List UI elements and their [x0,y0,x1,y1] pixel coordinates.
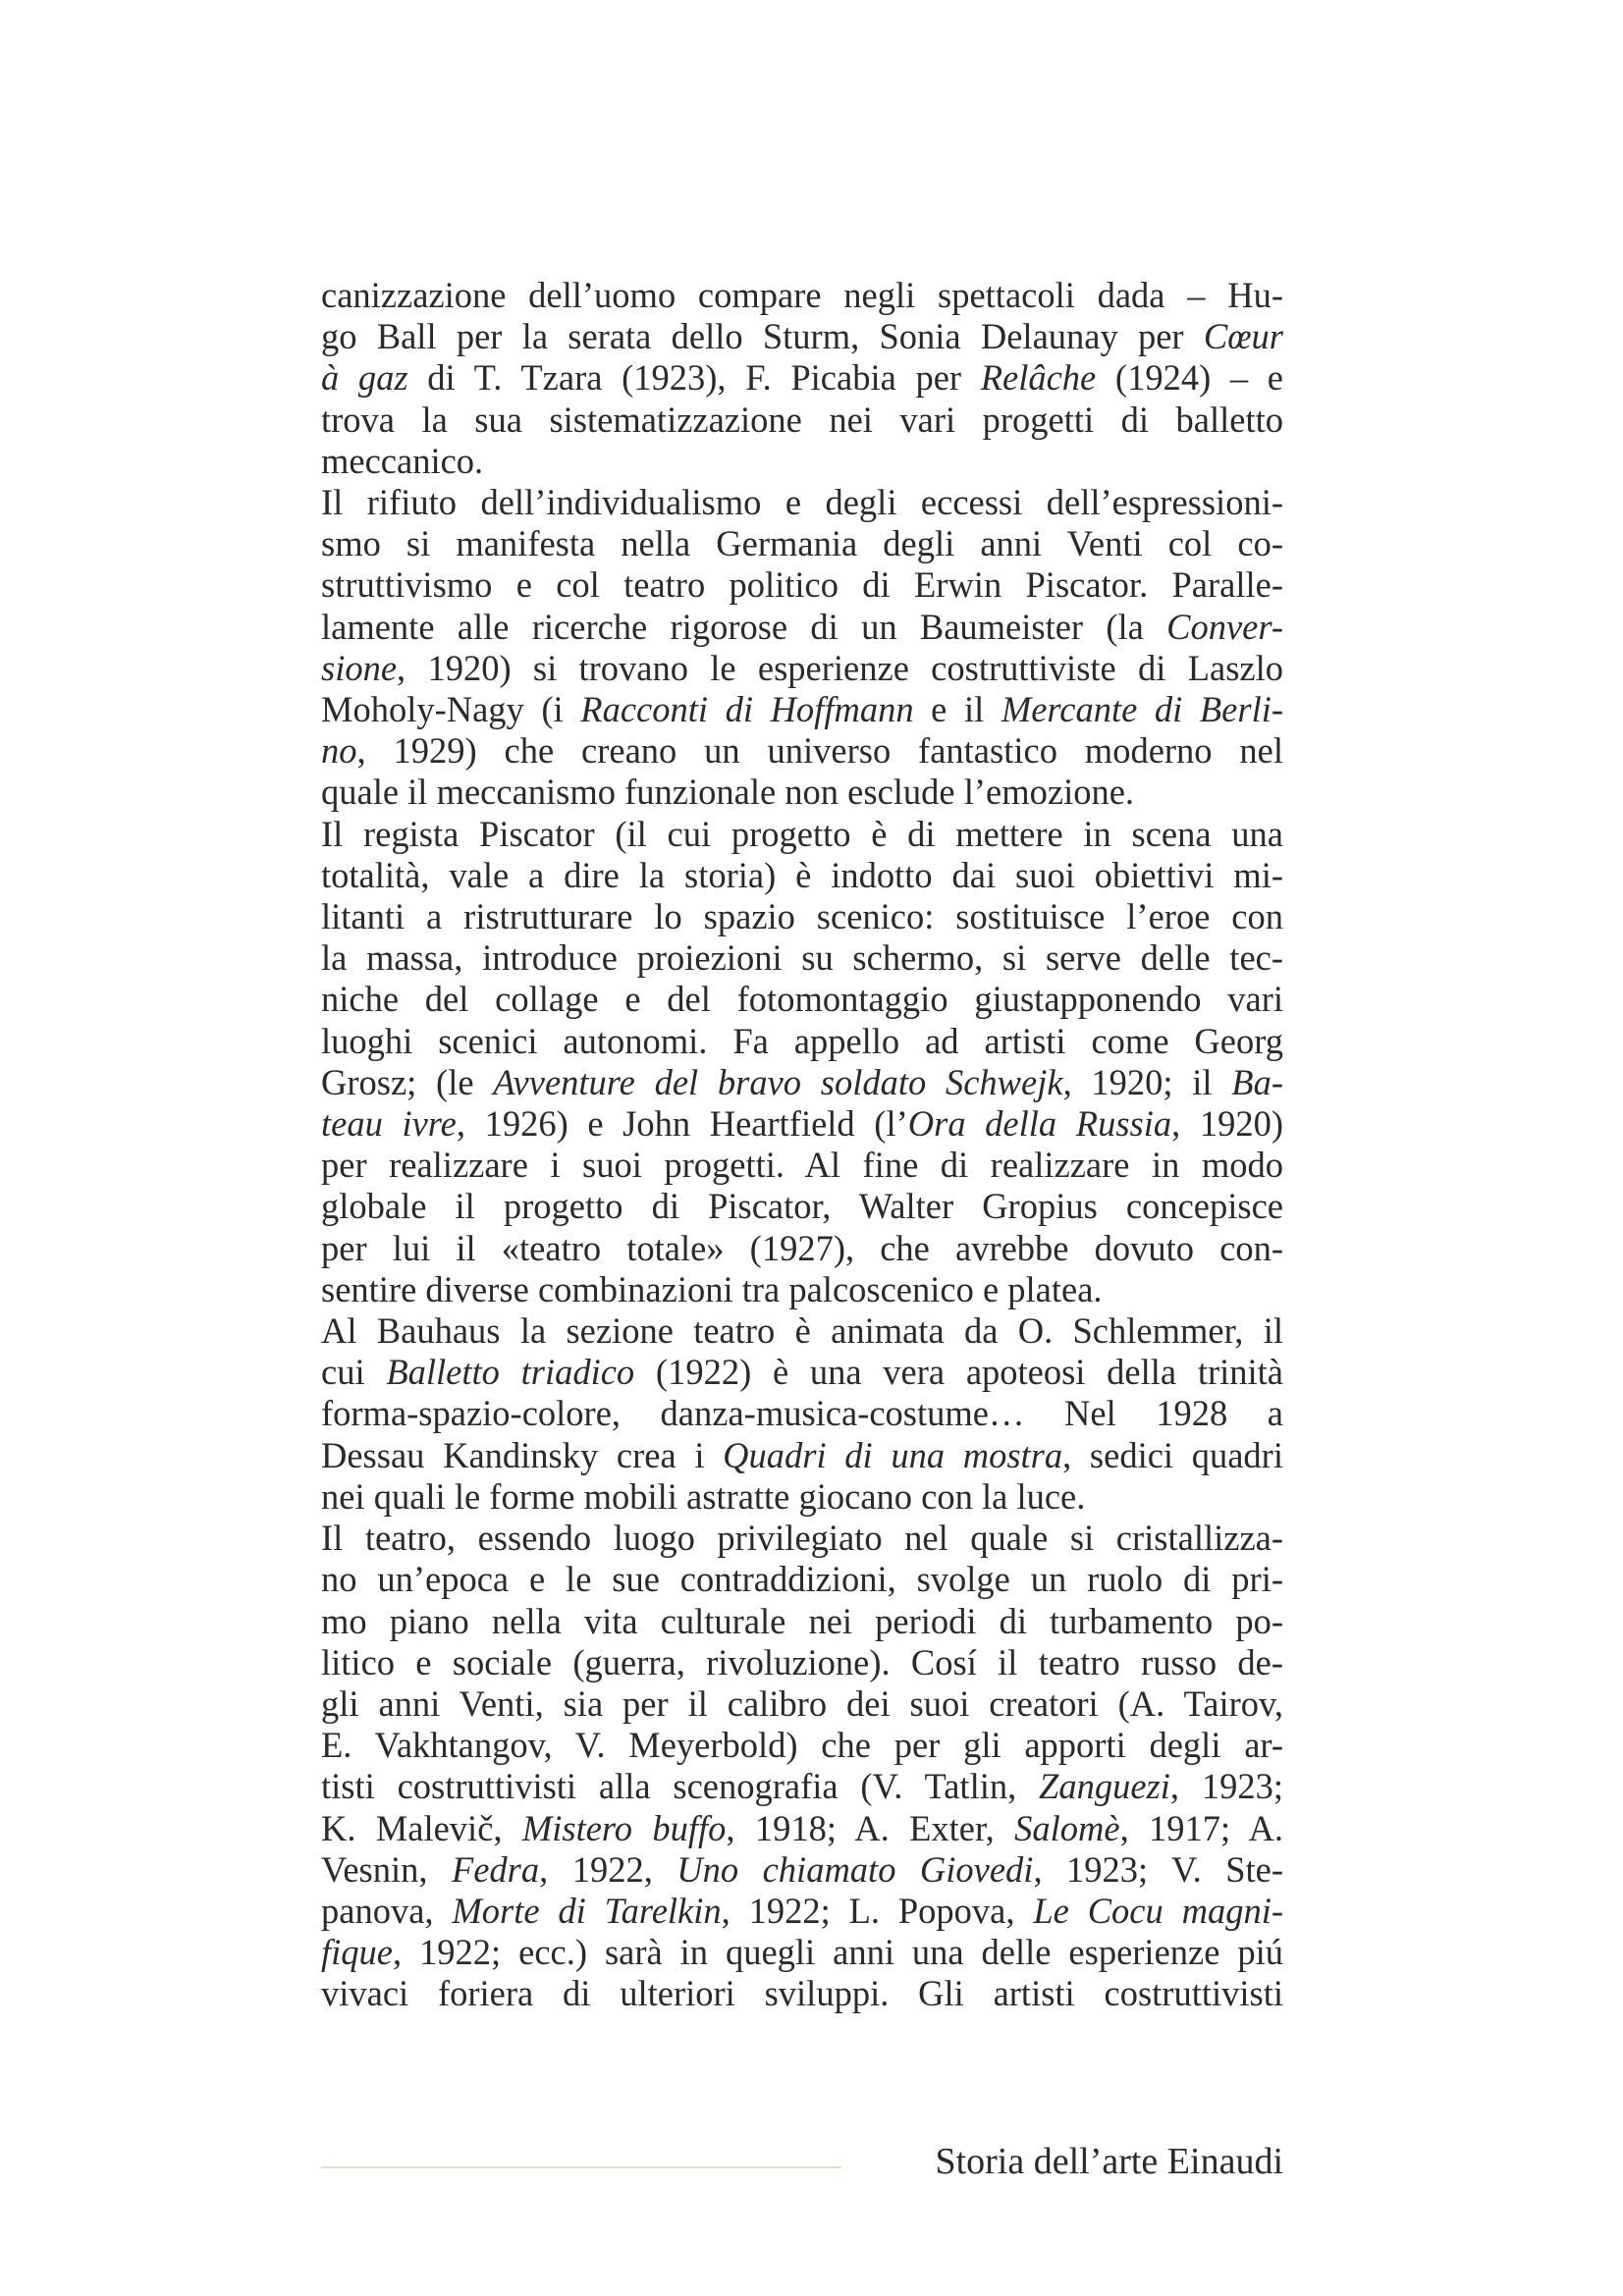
text-line: Al Bauhaus la sezione teatro è animata da O. Schlemmer, il [321,1310,1283,1352]
text-line: quale il meccanismo funzionale non esclude l’emozione. [321,772,1135,813]
text-line: fique, 1922; ecc.) sarà in quegli anni una delle esperienze piú [321,1932,1283,1973]
page-footer [321,2137,1283,2186]
text-line: smo si manifesta nella Germania degli anni Venti col co- [321,523,1283,564]
footer-publication-title: Storia dell’arte Einaudi [935,2141,1283,2182]
text-line: E. Vakhtangov, V. Meyerbold) che per gli apporti degli ar- [321,1725,1283,1766]
body-text [321,275,1283,2015]
text-line: per lui il «teatro totale» (1927), che avrebbe dovuto con- [321,1227,1283,1268]
text-line: litanti a ristrutturare lo spazio scenico: sostituisce l’eroe con [321,896,1283,937]
paragraph-3 [321,814,1283,1310]
text-line: go Ball per la serata dello Sturm, Sonia Delaunay per Cœur [321,316,1283,357]
text-line: teau ivre, 1926) e John Heartfield (l’Ora della Russia, 1920) [321,1103,1284,1145]
text-line: Dessau Kandinsky crea i Quadri di una mostra, sedici quadri [321,1434,1283,1475]
text-line: gli anni Venti, sia per il calibro dei suoi creatori (A. Tairov, [321,1682,1283,1724]
text-line: Grosz; (le Avventure del bravo soldato Schwejk, 1920; il Ba- [321,1061,1283,1102]
text-line: luoghi scenici autonomi. Fa appello ad artisti come Georg [321,1020,1283,1061]
text-line: struttivismo e col teatro politico di Erwin Piscator. Paralle- [321,564,1283,606]
text-line: panova, Morte di Tarelkin, 1922; L. Popova, Le Cocu magni- [321,1890,1284,1931]
paragraph-2 [321,482,1283,814]
text-line: Il teatro, essendo luogo privilegiato nel quale si cristallizza- [321,1518,1283,1559]
footer-divider [321,2166,841,2168]
text-line: sentire diverse combinazioni tra palcoscenico e platea. [321,1268,1103,1309]
text-line: Il rifiuto dell’individualismo e degli eccessi dell’espressioni- [321,482,1283,523]
text-line: canizzazione dell’uomo compare negli spettacoli dada – Hu- [321,275,1283,315]
text-line: cui Balletto triadico (1922) è una vera apoteosi della trinità [321,1352,1283,1393]
paragraph-1 [321,275,1283,482]
text-line: à gaz di T. Tzara (1923), F. Picabia per Relâche (1924) – e [321,357,1284,399]
text-line: per realizzare i suoi progetti. Al fine di realizzare in modo [321,1145,1283,1186]
text-line: sione, 1920) si trovano le esperienze costruttiviste di Laszlo [321,647,1283,688]
text-line: Il regista Piscator (il cui progetto è di mettere in scena una [321,813,1283,854]
text-line: vivaci foriera di ulteriori sviluppi. Gli artisti costruttivisti [321,1973,1283,2014]
paragraph-5 [321,1518,1283,2014]
text-line: lamente alle ricerche rigorose di un Baumeister (la Conver- [321,606,1283,647]
text-line: globale il progetto di Piscator, Walter Gropius concepisce [321,1186,1283,1227]
text-line: Vesnin, Fedra, 1922, Uno chiamato Giovedi, 1923; V. Ste- [321,1848,1283,1890]
text-line: litico e sociale (guerra, rivoluzione). Cosí il teatro russo de- [321,1641,1283,1682]
text-line: Moholy-Nagy (i Racconti di Hoffmann e il Mercante di Berli- [321,689,1284,730]
text-line: mo piano nella vita culturale nei periodi di turbamento po- [321,1600,1283,1641]
text-line: meccanico. [321,440,484,481]
text-line: niche del collage e del fotomontaggio giustapponendo vari [321,979,1283,1020]
text-line: forma-spazio-colore, danza-musica-costume… Nel 1928 a [321,1393,1283,1434]
text-line: tisti costruttivisti alla scenografia (V. Tatlin, Zanguezi, 1923; [321,1766,1283,1807]
text-line: no, 1929) che creano un universo fantastico moderno nel [321,730,1283,772]
text-line: totalità, vale a dire la storia) è indotto dai suoi obiettivi mi- [321,854,1283,895]
text-line: nei quali le forme mobili astratte giocano con la luce. [321,1475,1086,1517]
text-line: K. Malevič, Mistero buffo, 1918; A. Exter, Salomè, 1917; A. [321,1807,1283,1848]
text-line: la massa, introduce proiezioni su schermo, si serve delle tec- [321,937,1283,979]
text-line: no un’epoca e le sue contraddizioni, svolge un ruolo di pri- [321,1559,1283,1600]
paragraph-4 [321,1310,1283,1518]
text-line: trova la sua sistematizzazione nei vari progetti di balletto [321,399,1283,440]
